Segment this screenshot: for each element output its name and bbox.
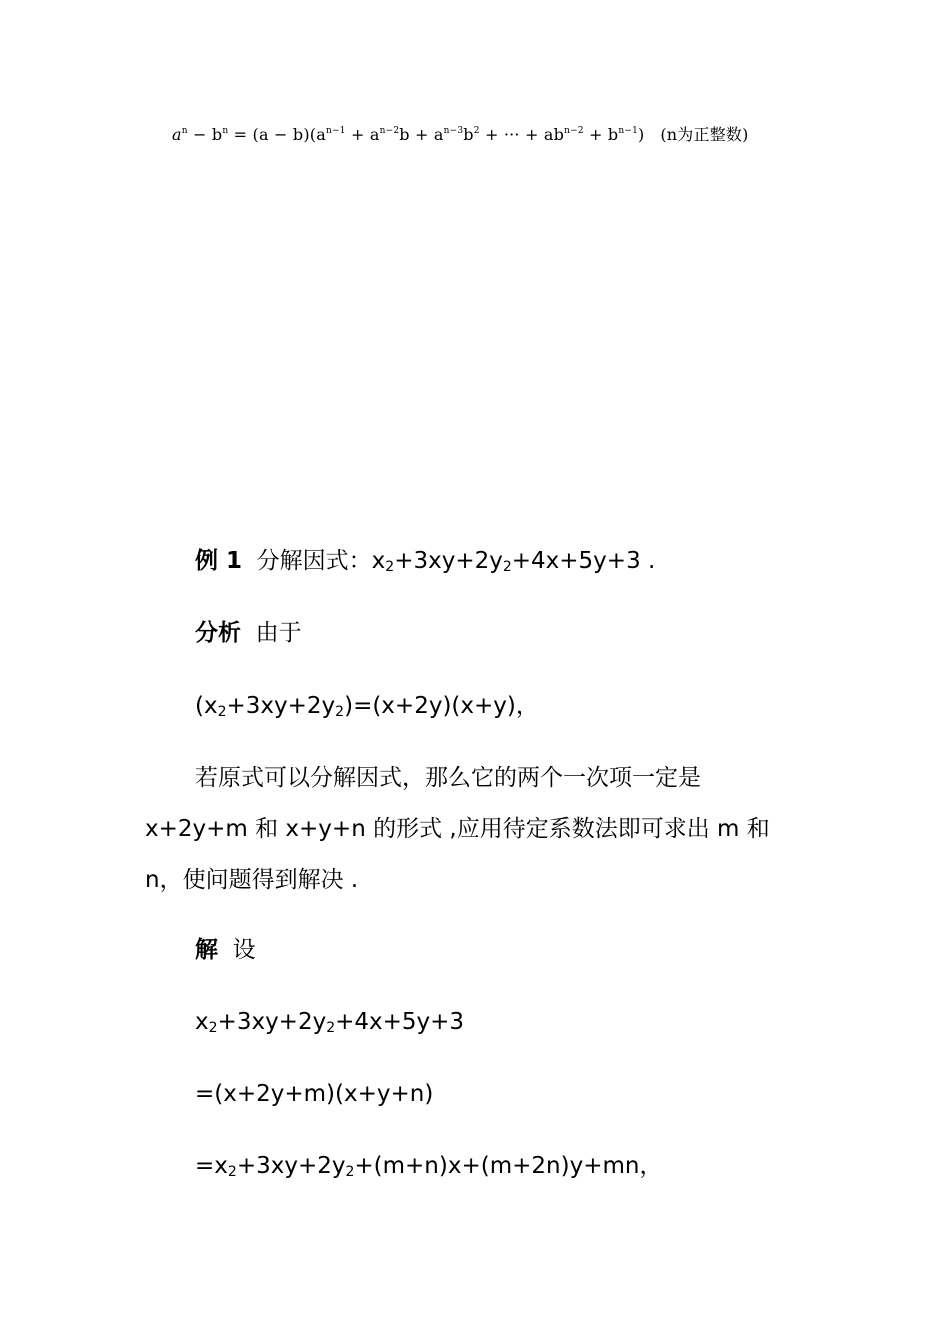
- factorization-formula: $a^n - b^n = (a - b)(a^{n-1} + a^{n-2}b + a^{n-3}b^2$ + ··· + $ab^{n-2} + b^{n-1}$) (n为正整数): [172, 125, 749, 144]
- paragraph-line-2: x+2y+m 和 x+y+n 的形式 ,应用待定系数法即可求出 m 和: [145, 816, 770, 842]
- solution-step-3: $=x_2+3xy+2y_2+(m+n)x+(m+2n)y+mn$，: [195, 1153, 663, 1180]
- analysis-heading: 分析 由于: [195, 620, 302, 646]
- solution-step-2: =(x+2y+m)(x+y+n): [195, 1081, 434, 1107]
- paragraph-line-3: n，使问题得到解决 .: [145, 867, 359, 893]
- paragraph-line-1: 若原式可以分解因式，那么它的两个一次项一定是: [195, 765, 701, 791]
- analysis-label: 分析: [195, 620, 241, 646]
- analysis-expression: $(x_2+3xy+2y_2)=(x+2y)(x+y)$，: [195, 693, 539, 720]
- solution-heading: 解 设: [195, 937, 256, 963]
- example-1: 例 1 分解因式：$x_2+3xy+2y_2+4x+5y+3$ .: [195, 548, 656, 575]
- formula-note: (n为正整数): [660, 125, 749, 144]
- solution-label: 解: [195, 937, 218, 963]
- example-prompt: 分解因式：: [256, 548, 372, 574]
- example-label: 例 1: [195, 548, 243, 574]
- solution-step-1: $x_2+3xy+2y_2+4x+5y+3$: [195, 1009, 465, 1036]
